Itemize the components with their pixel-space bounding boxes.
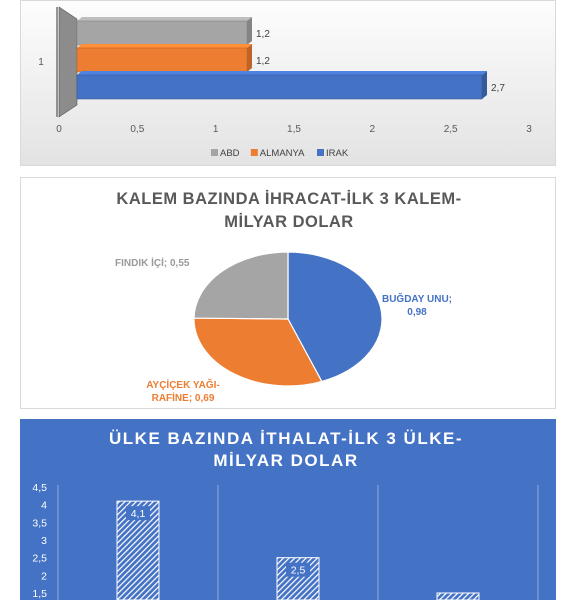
pie-data-label: BUĞDAY UNU; xyxy=(381,294,453,305)
x-tick-label: 1 xyxy=(212,124,219,135)
legend-swatch-irak xyxy=(317,149,324,156)
x-tick-label: 3 xyxy=(526,124,532,135)
import-bar-chart xyxy=(20,419,556,600)
category-label: 1 xyxy=(38,57,44,68)
y-tick-label: 3 xyxy=(41,535,47,548)
x-tick-label: 2,5 xyxy=(443,124,458,135)
pie-data-label: 0,98 xyxy=(407,307,427,318)
chart-title-line: ÜLKE BAZINDA İTHALAT-İLK 3 ÜLKE- xyxy=(109,429,463,448)
bar-top-irak xyxy=(77,71,487,75)
legend-label-almanya: ALMANYA xyxy=(259,148,305,159)
data-label-almanya: 1,2 xyxy=(256,56,270,67)
bar-end-almanya xyxy=(247,44,252,72)
y-tick-label: 2 xyxy=(41,570,47,583)
pie-data-label: FINDIK İÇİ; 0,55 xyxy=(115,258,190,269)
y-tick-label: 3,5 xyxy=(32,517,47,530)
bar-irak xyxy=(77,75,482,99)
chart-title-line: MİLYAR DOLAR xyxy=(224,213,354,231)
bar-end-irak xyxy=(482,71,487,99)
pie-chart-panel xyxy=(20,177,556,409)
import-bar xyxy=(437,593,479,600)
data-label-irak: 2,7 xyxy=(491,83,505,94)
legend-swatch-abd xyxy=(211,149,218,156)
y-tick-label: 4 xyxy=(41,499,47,512)
pie-chart xyxy=(21,178,557,410)
bar-chart-country xyxy=(21,1,557,167)
pie-slice xyxy=(194,252,288,319)
x-tick-label: 0,5 xyxy=(130,124,145,135)
import-bar-chart-panel xyxy=(20,419,556,600)
x-tick-label: 0 xyxy=(56,124,62,135)
pie-data-label: RAFİNE; 0,69 xyxy=(151,393,215,404)
bar-top-almanya xyxy=(77,44,252,48)
data-label-abd: 1,2 xyxy=(256,29,270,40)
y-tick-label: 2,5 xyxy=(32,552,47,565)
pie-data-label: AYÇİÇEK YAĞI- xyxy=(146,380,220,391)
axis-side-wall xyxy=(59,7,77,117)
bar-end-abd xyxy=(247,17,252,45)
chart-title-line: MİLYAR DOLAR xyxy=(213,451,359,470)
legend-label-abd: ABD xyxy=(220,148,240,159)
bar-almanya xyxy=(77,48,247,72)
bar-data-label: 2,5 xyxy=(290,564,306,577)
legend-label-irak: IRAK xyxy=(326,148,349,159)
x-tick-label: 1,5 xyxy=(287,124,301,135)
bar-data-label: 4,1 xyxy=(130,508,146,521)
legend-swatch-almanya xyxy=(251,149,258,156)
y-tick-label: 4,5 xyxy=(32,482,47,495)
chart-title-line: KALEM BAZINDA İHRACAT-İLK 3 KALEM- xyxy=(116,190,462,208)
x-tick-label: 2 xyxy=(369,124,376,135)
bar-abd xyxy=(77,21,247,45)
bar-top-abd xyxy=(77,17,252,21)
y-tick-label: 1,5 xyxy=(32,588,47,600)
bar-chart-country-panel xyxy=(20,0,556,166)
